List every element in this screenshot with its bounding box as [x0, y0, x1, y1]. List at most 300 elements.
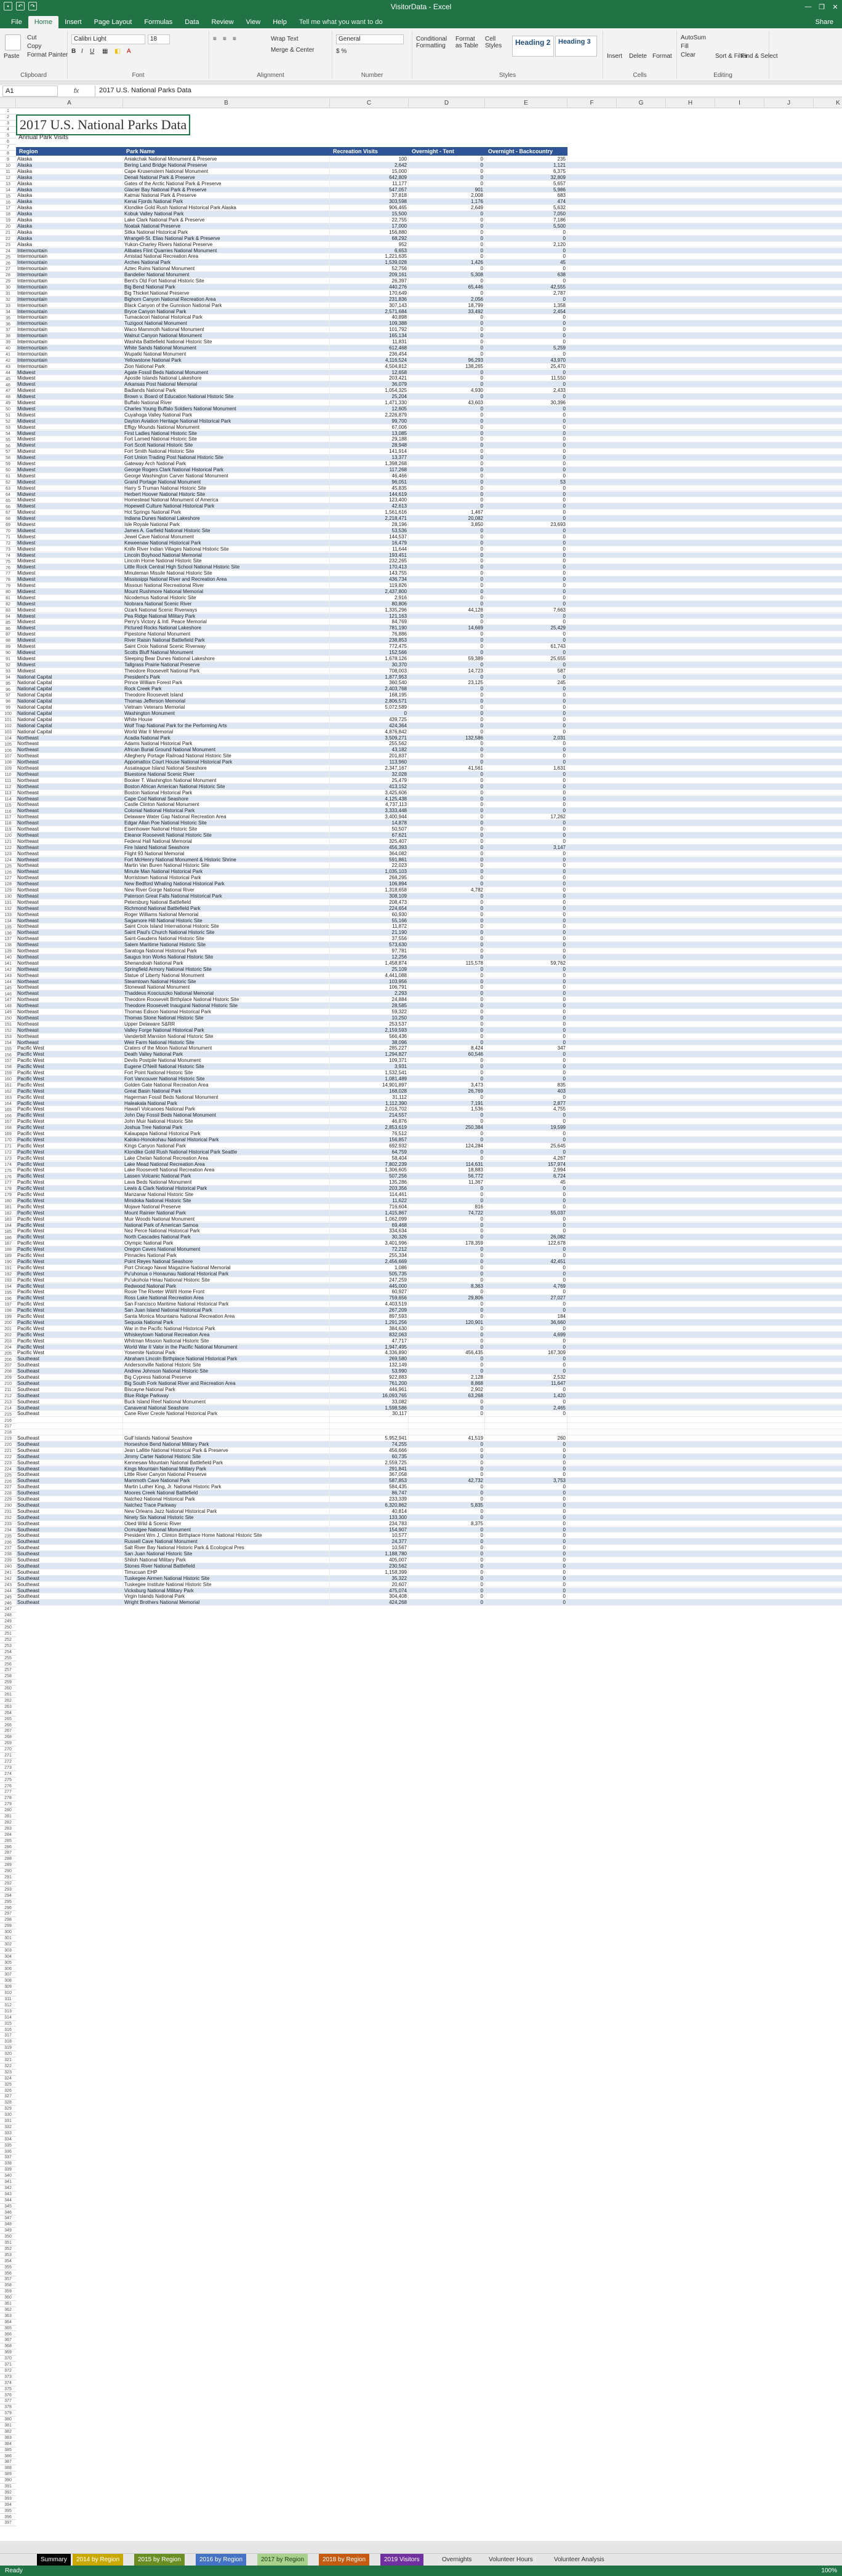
table-cell[interactable]: Intermountain — [16, 364, 123, 370]
table-cell[interactable]: Prince William Forest Park — [123, 680, 330, 686]
table-cell[interactable]: Keweenaw National Historical Park — [123, 540, 330, 546]
table-cell[interactable]: 157,974 — [485, 1162, 567, 1168]
table-cell[interactable]: 2,403,768 — [330, 686, 409, 692]
table-cell[interactable]: 0 — [409, 1198, 485, 1204]
table-cell[interactable]: 0 — [409, 918, 485, 924]
row-number[interactable]: 200 — [0, 1320, 16, 1326]
table-cell[interactable]: Stonewall National Monument — [123, 984, 330, 991]
table-cell[interactable]: Pacific West — [16, 1271, 123, 1277]
table-cell[interactable]: 224,654 — [330, 906, 409, 912]
table-cell[interactable]: Midwest — [16, 637, 123, 644]
table-cell[interactable]: 0 — [485, 1442, 567, 1448]
table-cell[interactable]: 101,792 — [330, 327, 409, 333]
table-cell[interactable]: 232,265 — [330, 558, 409, 564]
table-cell[interactable]: 0 — [409, 546, 485, 552]
row-number[interactable]: 318 — [0, 2039, 16, 2045]
table-cell[interactable]: 0 — [485, 1484, 567, 1490]
table-cell[interactable]: 60,927 — [330, 1289, 409, 1295]
row-number[interactable]: 116 — [0, 809, 16, 815]
table-cell[interactable]: National Capital — [16, 717, 123, 723]
table-cell[interactable]: 0 — [409, 1588, 485, 1594]
table-cell[interactable]: Intermountain — [16, 278, 123, 284]
row-number[interactable]: 117 — [0, 815, 16, 821]
row-number[interactable]: 131 — [0, 900, 16, 906]
table-cell[interactable]: Bandelier National Monument — [123, 272, 330, 278]
table-cell[interactable]: 0 — [409, 832, 485, 839]
table-cell[interactable]: 255,562 — [330, 741, 409, 747]
table-cell[interactable]: Cape Krusenstern National Monument — [123, 169, 330, 175]
table-cell[interactable]: 0 — [409, 321, 485, 327]
table-cell[interactable]: Northeast — [16, 1009, 123, 1015]
table-cell[interactable]: 0 — [409, 1271, 485, 1277]
table-cell[interactable]: 0 — [485, 1222, 567, 1229]
row-number[interactable]: 18 — [0, 212, 16, 218]
row-number[interactable]: 84 — [0, 614, 16, 620]
table-cell[interactable]: Northeast — [16, 832, 123, 839]
share-button[interactable]: Share — [815, 18, 833, 26]
table-cell[interactable]: 0 — [485, 1326, 567, 1332]
row-number[interactable]: 227 — [0, 1485, 16, 1491]
row-number[interactable]: 163 — [0, 1095, 16, 1101]
table-cell[interactable]: Klondike Gold Rush National Historical Park Alaska — [123, 205, 330, 211]
table-cell[interactable]: 0 — [485, 1356, 567, 1362]
table-cell[interactable]: Effigy Mounds National Monument — [123, 425, 330, 431]
table-cell[interactable]: African Burial Ground National Monument — [123, 747, 330, 753]
table-cell[interactable]: 0 — [409, 236, 485, 242]
table-cell[interactable]: 7,050 — [485, 211, 567, 217]
row-number[interactable]: 385 — [0, 2447, 16, 2454]
table-cell[interactable]: 1,398,268 — [330, 461, 409, 467]
fill-button[interactable]: Fill — [681, 43, 689, 50]
table-cell[interactable]: 0 — [485, 436, 567, 442]
row-number[interactable]: 304 — [0, 1954, 16, 1960]
row-number[interactable]: 369 — [0, 2350, 16, 2356]
table-cell[interactable]: 0 — [485, 1527, 567, 1533]
insert-cells-button[interactable]: Insert — [607, 53, 623, 60]
row-number[interactable]: 94 — [0, 675, 16, 681]
table-cell[interactable]: Fort Scott National Historic Site — [123, 442, 330, 449]
wrap-text-button[interactable]: Wrap Text — [271, 36, 299, 42]
row-number[interactable]: 134 — [0, 919, 16, 925]
table-cell[interactable]: Pacific West — [16, 1051, 123, 1058]
table-cell[interactable]: 45 — [485, 260, 567, 266]
row-number[interactable]: 389 — [0, 2471, 16, 2478]
row-number[interactable]: 222 — [0, 1454, 16, 1461]
table-cell[interactable]: 61,743 — [485, 644, 567, 650]
table-cell[interactable]: River Raisin National Battlefield Park — [123, 637, 330, 644]
table-cell[interactable]: Lassen Volcanic National Park — [123, 1173, 330, 1179]
table-cell[interactable]: 0 — [409, 1593, 485, 1600]
table-cell[interactable]: 1,532,541 — [330, 1070, 409, 1076]
table-cell[interactable]: 30,370 — [330, 662, 409, 668]
table-cell[interactable]: World War II Valor in the Pacific National Monument — [123, 1344, 330, 1350]
table-cell[interactable]: Roger Williams National Memorial — [123, 912, 330, 918]
table-cell[interactable]: 0 — [485, 540, 567, 546]
table-cell[interactable]: 0 — [409, 1277, 485, 1283]
row-number[interactable]: 357 — [0, 2276, 16, 2283]
row-number[interactable]: 226 — [0, 1479, 16, 1485]
table-cell[interactable]: 505,735 — [330, 1271, 409, 1277]
row-number[interactable]: 300 — [0, 1929, 16, 1936]
table-cell[interactable]: Northeast — [16, 984, 123, 991]
table-cell[interactable]: 2,532 — [485, 1374, 567, 1381]
row-number[interactable]: 381 — [0, 2423, 16, 2429]
table-cell[interactable]: 0 — [485, 297, 567, 303]
table-cell[interactable]: 0 — [485, 412, 567, 418]
table-cell[interactable]: 0 — [409, 1149, 485, 1155]
row-number[interactable]: 393 — [0, 2496, 16, 2502]
table-cell[interactable]: 0 — [409, 796, 485, 802]
table-cell[interactable]: 0 — [485, 772, 567, 778]
table-cell[interactable]: Alaska — [16, 187, 123, 193]
table-cell[interactable]: 11,647 — [485, 1381, 567, 1387]
table-cell[interactable]: War in the Pacific National Historical Park — [123, 1326, 330, 1332]
row-number[interactable]: 309 — [0, 1984, 16, 1990]
table-cell[interactable]: 0 — [485, 631, 567, 637]
tab-data[interactable]: Data — [185, 18, 199, 26]
table-cell[interactable]: 68,292 — [330, 236, 409, 242]
table-cell[interactable]: 6,724 — [485, 1173, 567, 1179]
row-number[interactable]: 201 — [0, 1326, 16, 1333]
row-number[interactable]: 136 — [0, 931, 16, 937]
table-cell[interactable] — [409, 1423, 485, 1429]
table-cell[interactable]: 2,016,702 — [330, 1106, 409, 1112]
row-number[interactable]: 244 — [0, 1589, 16, 1595]
table-cell[interactable]: 119,826 — [330, 583, 409, 589]
table-cell[interactable]: 1,062,099 — [330, 1216, 409, 1222]
table-cell[interactable]: Alaska — [16, 236, 123, 242]
row-number[interactable]: 129 — [0, 888, 16, 894]
table-cell[interactable]: 1,086 — [330, 1265, 409, 1271]
table-cell[interactable]: 0 — [485, 339, 567, 345]
table-cell[interactable]: 0 — [485, 936, 567, 942]
table-cell[interactable]: 0 — [409, 497, 485, 503]
row-number[interactable]: 219 — [0, 1436, 16, 1442]
table-cell[interactable]: Midwest — [16, 381, 123, 388]
table-cell[interactable]: Alaska — [16, 193, 123, 199]
table-cell[interactable]: 0 — [409, 698, 485, 704]
table-cell[interactable]: 0 — [485, 711, 567, 717]
table-cell[interactable]: Weir Farm National Historic Site — [123, 1040, 330, 1046]
table-cell[interactable]: Southeast — [16, 1527, 123, 1533]
paste-button[interactable]: Paste — [4, 53, 20, 60]
table-cell[interactable]: Midwest — [16, 607, 123, 613]
table-cell[interactable]: Nez Perce National Historical Park — [123, 1228, 330, 1234]
table-cell[interactable]: 0 — [409, 1301, 485, 1307]
row-number[interactable]: 366 — [0, 2332, 16, 2338]
table-cell[interactable]: 0 — [485, 1271, 567, 1277]
table-cell[interactable]: Northeast — [16, 778, 123, 784]
row-number[interactable]: 172 — [0, 1150, 16, 1156]
table-cell[interactable]: Northeast — [16, 735, 123, 741]
row-number[interactable]: 286 — [0, 1844, 16, 1851]
table-cell[interactable]: Pacific West — [16, 1277, 123, 1283]
table-cell[interactable]: 0 — [485, 503, 567, 509]
table-cell[interactable]: Saint-Gaudens National Historic Site — [123, 936, 330, 942]
row-number[interactable]: 223 — [0, 1461, 16, 1467]
table-cell[interactable]: 0 — [330, 711, 409, 717]
row-number[interactable]: 9 — [0, 157, 16, 163]
table-cell[interactable]: 0 — [485, 1448, 567, 1454]
row-number[interactable]: 72 — [0, 541, 16, 547]
table-cell[interactable]: 0 — [409, 1070, 485, 1076]
table-cell[interactable]: 0 — [409, 826, 485, 832]
table-cell[interactable]: Southeast — [16, 1466, 123, 1472]
table-cell[interactable]: 42,555 — [485, 284, 567, 290]
table-cell[interactable]: 0 — [485, 1015, 567, 1021]
row-number[interactable]: 44 — [0, 370, 16, 377]
table-cell[interactable]: Andrew Johnson National Historic Site — [123, 1368, 330, 1374]
table-cell[interactable]: Pacific West — [16, 1222, 123, 1229]
table-cell[interactable]: 36,079 — [330, 381, 409, 388]
table-cell[interactable]: Northeast — [16, 887, 123, 893]
table-cell[interactable]: 40,814 — [330, 1509, 409, 1515]
table-cell[interactable]: Virgin Islands National Park — [123, 1593, 330, 1600]
row-number[interactable]: 21 — [0, 230, 16, 236]
table-cell[interactable]: 0 — [485, 431, 567, 437]
table-cell[interactable]: Mississippi National River and Recreation Area — [123, 576, 330, 583]
table-cell[interactable]: Midwest — [16, 412, 123, 418]
table-cell[interactable]: 364,082 — [330, 851, 409, 857]
table-cell[interactable]: 0 — [485, 1307, 567, 1314]
table-cell[interactable]: 65,446 — [409, 284, 485, 290]
table-cell[interactable]: 0 — [409, 1490, 485, 1496]
table-cell[interactable]: Thaddeus Kosciuszko National Memorial — [123, 991, 330, 997]
table-cell[interactable]: Boston African American National Historic Site — [123, 784, 330, 790]
table-cell[interactable]: 203,356 — [330, 1186, 409, 1192]
table-cell[interactable]: 26,397 — [330, 278, 409, 284]
table-cell[interactable]: 0 — [485, 1095, 567, 1101]
table-cell[interactable]: 0 — [409, 942, 485, 948]
table-cell[interactable]: Intermountain — [16, 309, 123, 315]
row-number[interactable]: 137 — [0, 936, 16, 943]
table-cell[interactable]: Midwest — [16, 552, 123, 559]
table-cell[interactable]: 113,960 — [330, 759, 409, 765]
table-cell[interactable]: 0 — [409, 899, 485, 906]
table-cell[interactable]: 16,093,765 — [330, 1393, 409, 1399]
table-cell[interactable] — [409, 1429, 485, 1435]
table-cell[interactable]: 0 — [485, 967, 567, 973]
table-cell[interactable]: 168,195 — [330, 692, 409, 698]
table-cell[interactable]: 247,259 — [330, 1277, 409, 1283]
table-cell[interactable]: 0 — [485, 1502, 567, 1509]
table-cell[interactable]: 0 — [409, 175, 485, 181]
table-cell[interactable]: Southeast — [16, 1381, 123, 1387]
table-cell[interactable]: Northeast — [16, 997, 123, 1003]
row-number[interactable]: 232 — [0, 1515, 16, 1521]
table-cell[interactable]: 835 — [485, 1082, 567, 1088]
table-cell[interactable] — [330, 1423, 409, 1429]
row-number[interactable]: 231 — [0, 1509, 16, 1515]
row-number[interactable]: 298 — [0, 1917, 16, 1923]
table-cell[interactable]: Missouri National Recreational River — [123, 583, 330, 589]
table-cell[interactable]: Canaveral National Seashore — [123, 1405, 330, 1411]
table-cell[interactable]: 1,631 — [485, 765, 567, 772]
table-cell[interactable]: 0 — [485, 1593, 567, 1600]
table-cell[interactable]: 642,809 — [330, 175, 409, 181]
row-number[interactable]: 49 — [0, 401, 16, 407]
row-number[interactable]: 310 — [0, 1990, 16, 1996]
column-header[interactable]: D — [409, 98, 485, 108]
table-cell[interactable]: Jean Lafitte National Historical Park & Preserve — [123, 1448, 330, 1454]
table-cell[interactable]: 3,931 — [330, 1064, 409, 1070]
table-cell[interactable]: 0 — [409, 217, 485, 223]
table-cell[interactable]: 4,699 — [485, 1332, 567, 1338]
table-cell[interactable]: 0 — [409, 1399, 485, 1405]
table-cell[interactable]: 0 — [485, 973, 567, 979]
table-cell[interactable]: 0 — [409, 564, 485, 570]
row-number[interactable]: 234 — [0, 1528, 16, 1534]
row-number[interactable]: 76 — [0, 565, 16, 572]
table-cell[interactable]: 5,952,941 — [330, 1435, 409, 1442]
table-cell[interactable]: 0 — [485, 576, 567, 583]
table-cell[interactable]: Southeast — [16, 1399, 123, 1405]
table-cell[interactable]: Death Valley National Park — [123, 1051, 330, 1058]
row-number[interactable]: 143 — [0, 973, 16, 979]
table-cell[interactable]: 0 — [485, 997, 567, 1003]
table-cell[interactable]: Big Cypress National Preserve — [123, 1374, 330, 1381]
row-number[interactable]: 262 — [0, 1698, 16, 1704]
table-cell[interactable]: 2,347,167 — [330, 765, 409, 772]
row-number[interactable]: 121 — [0, 839, 16, 845]
table-cell[interactable]: 23,693 — [485, 522, 567, 528]
table-cell[interactable]: 0 — [409, 662, 485, 668]
table-cell[interactable]: 1,426 — [409, 260, 485, 266]
table-cell[interactable]: 0 — [409, 181, 485, 187]
table-cell[interactable]: 0 — [409, 1509, 485, 1515]
table-cell[interactable]: 0 — [409, 747, 485, 753]
table-cell[interactable]: Northeast — [16, 991, 123, 997]
table-cell[interactable]: Pu'uhonua o Honaunau National Historical Park — [123, 1271, 330, 1277]
table-cell[interactable]: 2,226,879 — [330, 412, 409, 418]
row-number[interactable]: 5 — [0, 133, 16, 139]
row-number[interactable]: 135 — [0, 925, 16, 931]
table-cell[interactable]: 29,188 — [330, 436, 409, 442]
table-cell[interactable]: 0 — [485, 918, 567, 924]
table-cell[interactable]: New Bedford Whaling National Historical Park — [123, 881, 330, 887]
table-cell[interactable]: 0 — [409, 808, 485, 814]
table-cell[interactable]: Amistad National Recreation Area — [123, 253, 330, 260]
table-cell[interactable]: Southeast — [16, 1356, 123, 1362]
table-cell[interactable]: Alaska — [16, 217, 123, 223]
row-number[interactable]: 239 — [0, 1558, 16, 1564]
table-cell[interactable]: 11,177 — [330, 181, 409, 187]
table-cell[interactable]: 0 — [485, 613, 567, 620]
row-number[interactable]: 158 — [0, 1064, 16, 1071]
row-number[interactable]: 114 — [0, 797, 16, 803]
table-cell[interactable]: 0 — [409, 461, 485, 467]
row-number[interactable]: 242 — [0, 1576, 16, 1582]
table-cell[interactable]: 96,051 — [330, 479, 409, 485]
row-number[interactable]: 11 — [0, 169, 16, 175]
table-cell[interactable]: Fort McHenry National Monument & Historic Shrine — [123, 857, 330, 863]
table-cell[interactable]: 0 — [485, 1551, 567, 1557]
table-cell[interactable]: Intermountain — [16, 260, 123, 266]
table-cell[interactable]: 0 — [409, 223, 485, 229]
row-number[interactable]: 312 — [0, 2003, 16, 2009]
row-number[interactable]: 188 — [0, 1247, 16, 1253]
table-cell[interactable]: 0 — [485, 229, 567, 236]
row-number[interactable]: 384 — [0, 2441, 16, 2447]
table-cell[interactable]: 0 — [485, 1192, 567, 1198]
table-cell[interactable]: 25,479 — [330, 778, 409, 784]
table-cell[interactable]: Southeast — [16, 1362, 123, 1368]
row-number[interactable]: 34 — [0, 309, 16, 316]
table-cell[interactable]: 0 — [409, 711, 485, 717]
table-cell[interactable]: 0 — [409, 650, 485, 656]
table-cell[interactable]: Southeast — [16, 1515, 123, 1521]
row-number[interactable]: 272 — [0, 1759, 16, 1765]
table-cell[interactable]: Northeast — [16, 973, 123, 979]
row-number[interactable]: 3 — [0, 121, 16, 127]
table-cell[interactable]: Kennesaw Mountain National Battlefield Park — [123, 1460, 330, 1466]
table-cell[interactable]: Southeast — [16, 1600, 123, 1606]
row-number[interactable]: 98 — [0, 699, 16, 705]
table-cell[interactable]: 0 — [409, 637, 485, 644]
table-cell[interactable]: 0 — [485, 314, 567, 321]
table-cell[interactable]: Pacific West — [16, 1101, 123, 1107]
table-cell[interactable]: 0 — [409, 327, 485, 333]
table-cell[interactable]: 3,401,996 — [330, 1240, 409, 1246]
table-cell[interactable]: 0 — [409, 772, 485, 778]
table-cell[interactable]: Little Rock Central High School National Historic Site — [123, 564, 330, 570]
row-number[interactable]: 296 — [0, 1905, 16, 1912]
table-cell[interactable]: 235 — [485, 156, 567, 162]
table-cell[interactable]: 0 — [409, 784, 485, 790]
table-cell[interactable]: 0 — [409, 412, 485, 418]
style-heading-2[interactable]: Heading 2 — [512, 36, 554, 57]
table-cell[interactable]: Mojave National Preserve — [123, 1204, 330, 1210]
table-cell[interactable]: 46,876 — [330, 1119, 409, 1125]
table-cell[interactable]: Fort Vancouver National Historic Site — [123, 1076, 330, 1082]
row-number[interactable]: 212 — [0, 1394, 16, 1400]
row-number[interactable]: 145 — [0, 986, 16, 992]
table-cell[interactable]: 0 — [485, 1119, 567, 1125]
row-number[interactable]: 1 — [0, 108, 16, 114]
table-cell[interactable]: 0 — [485, 1368, 567, 1374]
table-cell[interactable]: Jimmy Carter National Historic Site — [123, 1454, 330, 1460]
table-cell[interactable]: Midwest — [16, 467, 123, 473]
table-cell[interactable]: 24,377 — [330, 1539, 409, 1545]
table-cell[interactable]: Scotts Bluff National Monument — [123, 650, 330, 656]
table-cell[interactable]: 759,656 — [330, 1295, 409, 1301]
table-cell[interactable]: 566,436 — [330, 1034, 409, 1040]
table-cell[interactable]: 45 — [485, 1179, 567, 1186]
table-cell[interactable]: 0 — [485, 528, 567, 534]
row-number[interactable]: 290 — [0, 1868, 16, 1875]
table-cell[interactable]: 0 — [485, 759, 567, 765]
table-cell[interactable]: 0 — [409, 455, 485, 461]
table-cell[interactable]: Northeast — [16, 747, 123, 753]
table-cell[interactable]: 30,396 — [485, 400, 567, 406]
table-cell[interactable]: 59,762 — [485, 960, 567, 967]
table-cell[interactable]: Pacific West — [16, 1253, 123, 1259]
table-cell[interactable]: Homestead National Monument of America — [123, 497, 330, 503]
table-cell[interactable]: 10,250 — [330, 1015, 409, 1021]
row-number[interactable]: 252 — [0, 1637, 16, 1643]
row-number[interactable]: 54 — [0, 431, 16, 437]
table-cell[interactable]: 0 — [485, 381, 567, 388]
table-cell[interactable]: Pacific West — [16, 1307, 123, 1314]
table-cell[interactable]: Isle Royale National Park — [123, 522, 330, 528]
row-number[interactable]: 334 — [0, 2137, 16, 2143]
row-number[interactable]: 241 — [0, 1570, 16, 1576]
table-cell[interactable] — [123, 1423, 330, 1429]
table-cell[interactable]: San Francisco Maritime National Historical Park — [123, 1301, 330, 1307]
table-cell[interactable]: 25,204 — [330, 394, 409, 400]
row-number[interactable]: 259 — [0, 1680, 16, 1686]
table-cell[interactable]: Southeast — [16, 1393, 123, 1399]
